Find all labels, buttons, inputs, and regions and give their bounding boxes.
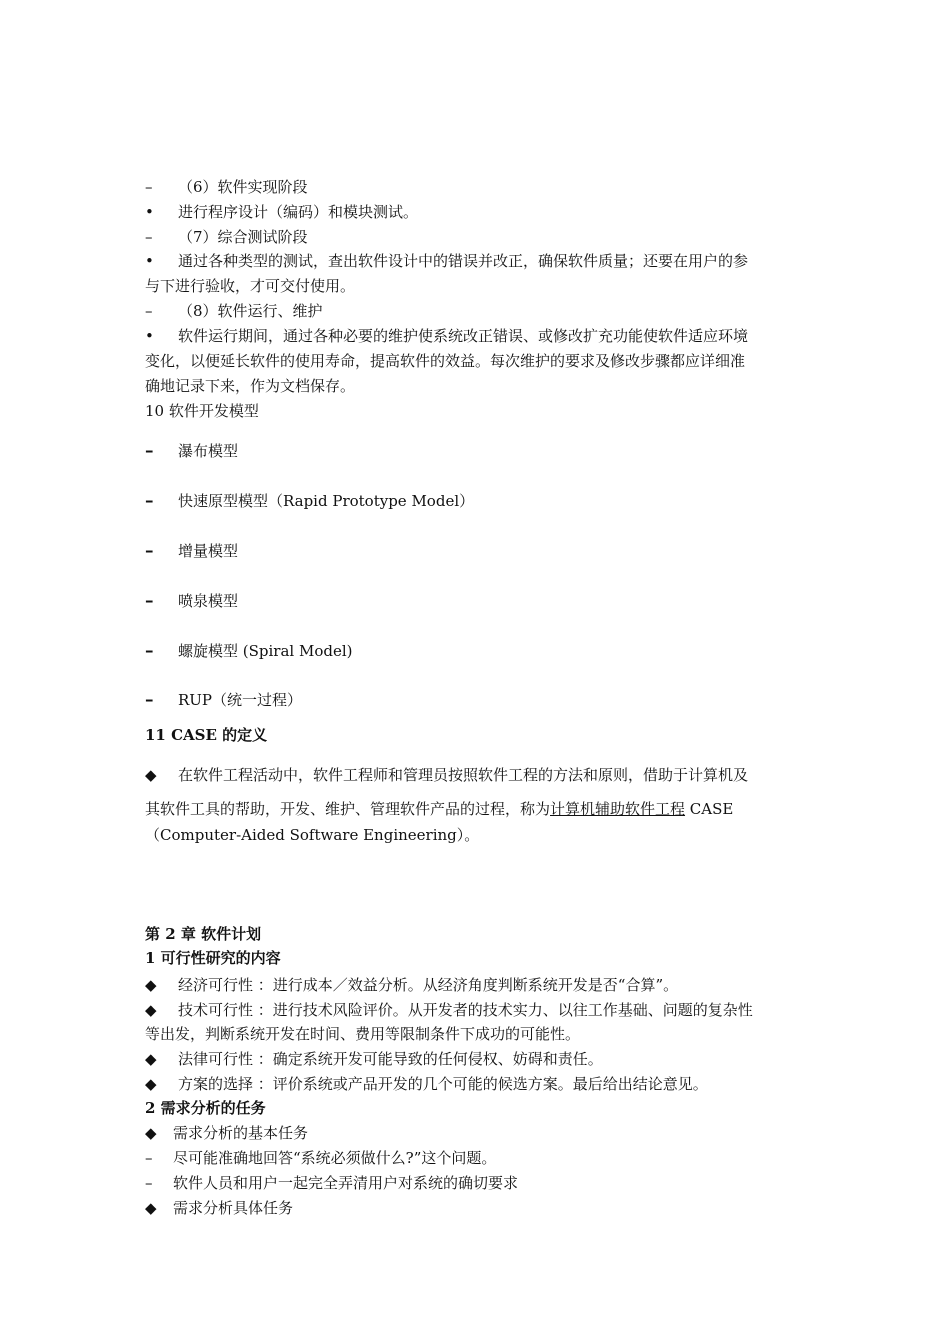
dash-marker: – (145, 302, 153, 320)
dash-marker: – (145, 178, 153, 196)
model-item: – 增量模型 (145, 541, 239, 561)
dash-marker: – (145, 441, 154, 461)
case-text-line2: 其软件工具的帮助，开发、维护、管理软件产品的过程，称为计算机辅助软件工程 CASE (145, 800, 734, 818)
case-text-line3: （Computer-Aided Software Engineering）。 (145, 826, 480, 844)
phase7-text-line2: 与下进行验收，才可交付使用。 (145, 277, 356, 295)
chapter-title: 第 2 章 软件计划 (145, 925, 262, 943)
phase6-title: – （6）软件实现阶段 (145, 178, 308, 196)
dash-marker: – (145, 641, 154, 661)
dash-marker: – (145, 491, 154, 511)
bullet-dot-marker: • (145, 252, 154, 270)
requirements-subitem: – 尽可能准确地回答“系统必须做什么?”这个问题。 (145, 1149, 497, 1167)
feasibility-item: ◆ 经济可行性 ：进行成本／效益分析。从经济角度判断系统开发是否“合算”。 (145, 976, 679, 994)
feasibility-item: ◆ 方案的选择 ：评价系统或产品开发的几个可能的候选方案。最后给出结论意见。 (145, 1075, 708, 1093)
requirements-item: ◆ 需求分析具体任务 (145, 1199, 294, 1217)
case-text-line1: ◆ 在软件工程活动中，软件工程师和管理员按照软件工程的方法和原则，借助于计算机及 (145, 766, 749, 784)
case-link[interactable]: 计算机辅助软件工程 (550, 800, 686, 818)
bullet-dot-marker: • (145, 327, 154, 345)
dash-marker: – (145, 1149, 153, 1167)
dash-marker: – (145, 228, 153, 246)
feasibility-item: ◆ 技术可行性 ：进行技术风险评价。从开发者的技术实力、以往工作基础、问题的复杂性 (145, 1001, 753, 1019)
dash-marker: – (145, 1174, 153, 1192)
dash-marker: – (145, 541, 154, 561)
model-item: – 螺旋模型 (Spiral Model) (145, 641, 353, 661)
diamond-bullet-icon: ◆ (145, 976, 157, 994)
requirements-subitem: – 软件人员和用户一起完全弄清用户对系统的确切要求 (145, 1174, 519, 1192)
requirements-item: ◆ 需求分析的基本任务 (145, 1124, 309, 1142)
feasibility-heading: 1 可行性研究的内容 (145, 949, 281, 967)
phase8-text-line3: 确地记录下来，作为文档保存。 (145, 377, 356, 395)
diamond-bullet-icon: ◆ (145, 1050, 157, 1068)
phase7-title: – （7）综合测试阶段 (145, 228, 308, 246)
dash-marker: – (145, 690, 154, 710)
diamond-bullet-icon: ◆ (145, 1199, 157, 1217)
diamond-bullet-icon: ◆ (145, 1075, 157, 1093)
model-item: – 快速原型模型（Rapid Prototype Model） (145, 491, 475, 511)
phase8-text-line1: • 软件运行期间，通过各种必要的维护使系统改正错误、或修改扩充功能使软件适应环境 (145, 327, 749, 345)
phase8-title: – （8）软件运行、维护 (145, 302, 323, 320)
phase7-text-line1: • 通过各种类型的测试，查出软件设计中的错误并改正，确保软件质量；还要在用户的参 (145, 252, 749, 270)
diamond-bullet-icon: ◆ (145, 1124, 157, 1142)
models-heading: 10 软件开发模型 (145, 402, 259, 420)
diamond-bullet-icon: ◆ (145, 1001, 157, 1019)
feasibility-item-cont: 等出发，判断系统开发在时间、费用等限制条件下成功的可能性。 (145, 1025, 581, 1043)
bullet-dot-marker: • (145, 203, 154, 221)
phase6-text: • 进行程序设计（编码）和模块测试。 (145, 203, 419, 221)
case-heading: 11 CASE 的定义 (145, 726, 268, 744)
requirements-heading: 2 需求分析的任务 (145, 1099, 266, 1117)
dash-marker: – (145, 591, 154, 611)
model-item: – 喷泉模型 (145, 591, 239, 611)
diamond-bullet-icon: ◆ (145, 766, 157, 784)
phase8-text-line2: 变化，以便延长软件的使用寿命，提高软件的效益。每次维护的要求及修改步骤都应详细准 (145, 352, 746, 370)
model-item: – RUP（统一过程） (145, 690, 303, 710)
feasibility-item: ◆ 法律可行性 ：确定系统开发可能导致的任何侵权、妨碍和责任。 (145, 1050, 603, 1068)
model-item: – 瀑布模型 (145, 441, 239, 461)
